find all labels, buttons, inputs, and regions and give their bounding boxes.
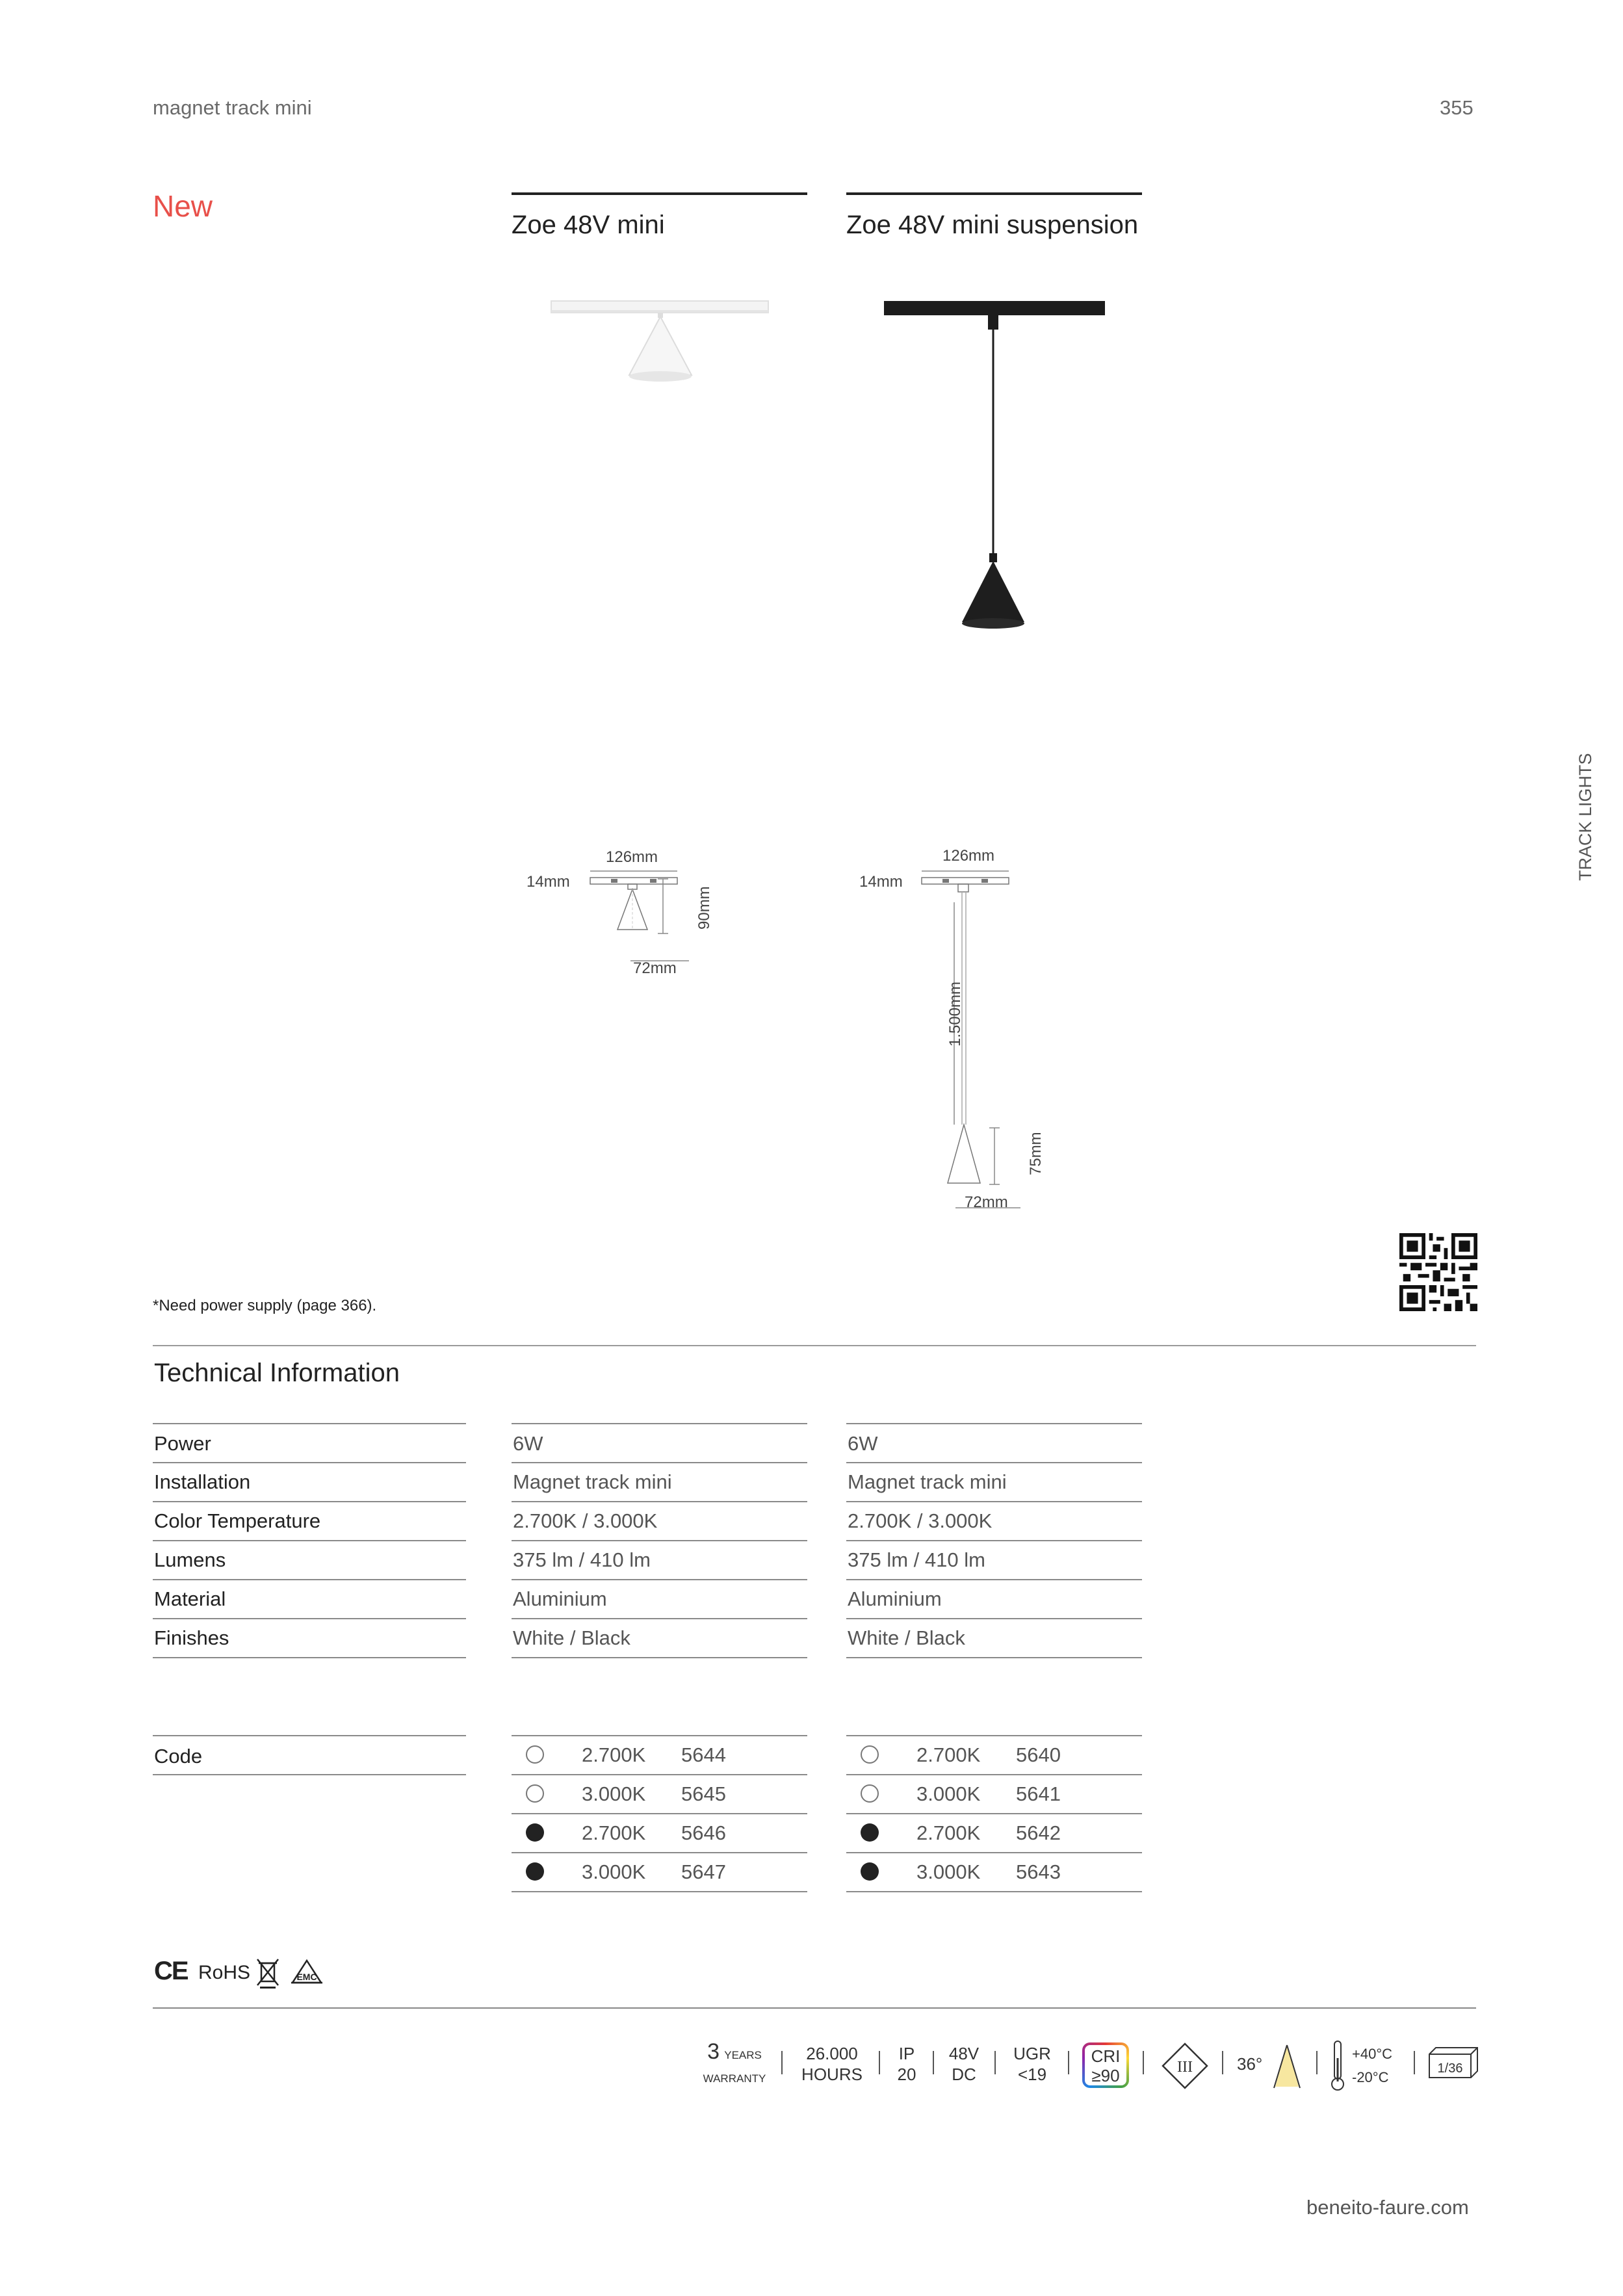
code-rule: [846, 1891, 1142, 1892]
spec-label-installation: Installation: [154, 1470, 251, 1493]
spec-value-lumens-2: 375 lm / 410 lm: [848, 1548, 985, 1571]
code-rule: [512, 1813, 807, 1814]
ugr-value: <19: [1017, 2065, 1047, 2084]
finish-white-swatch: [526, 1784, 544, 1803]
weee-bin-icon: [255, 1957, 281, 1989]
dim-diameter-1: 72mm: [633, 959, 677, 977]
spec-label-finishes: Finishes: [154, 1626, 229, 1649]
cri-label: CRI: [1091, 2046, 1121, 2066]
dim-diameter-2: 72mm: [965, 1194, 1008, 1211]
code-number: 5644: [681, 1743, 726, 1766]
emc-label: EMC: [296, 1972, 317, 1982]
code-number: 5643: [1016, 1860, 1061, 1883]
cri-value: ≥90: [1091, 2066, 1120, 2085]
ip-label: IP: [898, 2044, 915, 2063]
spec-value-finishes-2: White / Black: [848, 1626, 965, 1649]
power-supply-note: *Need power supply (page 366).: [153, 1297, 377, 1314]
spec-rule: [512, 1540, 807, 1541]
footer-divider: [153, 2007, 1476, 2009]
finish-white-swatch: [526, 1745, 544, 1764]
spec-label-color-temperature: Color Temperature: [154, 1509, 321, 1532]
finish-black-swatch: [861, 1823, 879, 1842]
spec-rule: [512, 1579, 807, 1580]
rohs-mark-icon: RoHS: [198, 1962, 251, 1983]
side-section-label: TRACK LIGHTS: [1576, 753, 1595, 881]
spec-rule: [153, 1501, 466, 1502]
dim-cable-length-2: 1.500mm: [946, 981, 964, 1047]
voltage-badge: [944, 2043, 984, 2085]
product-title-1: Zoe 48V mini: [512, 211, 665, 239]
code-temp: 3.000K: [916, 1860, 981, 1883]
code-number: 5640: [1016, 1743, 1061, 1766]
feature-separator: [1414, 2051, 1415, 2074]
spec-rule: [512, 1423, 807, 1424]
code-number: 5641: [1016, 1782, 1061, 1805]
feature-separator: [781, 2051, 783, 2074]
hours-word: HOURS: [801, 2065, 863, 2084]
spec-rule: [846, 1657, 1142, 1658]
finish-black-swatch: [526, 1862, 544, 1881]
warranty-unit: YEARS: [724, 2049, 762, 2061]
code-temp: 3.000K: [916, 1782, 981, 1805]
spec-label-material: Material: [154, 1587, 226, 1610]
beam-angle-icon: [1267, 2041, 1306, 2091]
code-rule: [512, 1891, 807, 1892]
spec-rule: [512, 1618, 807, 1619]
spec-label-power: Power: [154, 1432, 211, 1455]
temp-min: -20°C: [1352, 2069, 1389, 2085]
code-temp: 2.700K: [582, 1743, 646, 1766]
spec-value-lumens-1: 375 lm / 410 lm: [513, 1548, 651, 1571]
ip-number: 20: [897, 2065, 916, 2084]
spec-rule: [846, 1501, 1142, 1502]
code-rule: [512, 1735, 807, 1736]
page-number: 355: [1440, 96, 1474, 119]
feature-separator: [1068, 2051, 1069, 2074]
code-temp: 3.000K: [582, 1860, 646, 1883]
code-rule: [512, 1852, 807, 1853]
spec-rule: [512, 1501, 807, 1502]
section-divider: [153, 1345, 1476, 1346]
code-number: 5647: [681, 1860, 726, 1883]
title-rule-2: [846, 192, 1142, 195]
code-temp: 2.700K: [916, 1821, 981, 1844]
beam-angle-value: 36°: [1237, 2054, 1263, 2074]
finish-black-swatch: [861, 1862, 879, 1881]
code-number: 5645: [681, 1782, 726, 1805]
new-badge: New: [153, 189, 213, 223]
warranty-number: 3: [707, 2039, 720, 2064]
spec-rule: [153, 1657, 466, 1658]
voltage-value: 48V: [948, 2044, 980, 2063]
spec-rule: [153, 1618, 466, 1619]
code-rule: [846, 1852, 1142, 1853]
code-number: 5642: [1016, 1821, 1061, 1844]
feature-separator: [933, 2051, 934, 2074]
code-label: Code: [154, 1745, 203, 1768]
feature-separator: [1316, 2051, 1318, 2074]
code-temp: 2.700K: [916, 1743, 981, 1766]
dim-track-height-2: 14mm: [859, 873, 903, 891]
spec-value-finishes-1: White / Black: [513, 1626, 630, 1649]
emc-mark-icon: [289, 1958, 325, 1987]
dim-track-height-1: 14mm: [526, 873, 570, 891]
code-rule: [846, 1735, 1142, 1736]
finish-white-swatch: [861, 1784, 879, 1803]
product-image-2: [877, 296, 1118, 634]
hours-number: 26.000: [806, 2044, 858, 2063]
tech-info-title: Technical Information: [154, 1359, 400, 1387]
section-title: magnet track mini: [153, 96, 312, 119]
packaging-box-icon: [1427, 2045, 1480, 2081]
spec-rule: [512, 1462, 807, 1463]
code-rule: [512, 1774, 807, 1775]
feature-separator: [994, 2051, 996, 2074]
spec-rule: [153, 1579, 466, 1580]
feature-separator: [879, 2051, 880, 2074]
ugr-label: UGR: [1013, 2044, 1051, 2063]
spec-rule: [153, 1540, 466, 1541]
dim-width-1: 126mm: [606, 848, 658, 866]
code-rule: [846, 1813, 1142, 1814]
website-link[interactable]: beneito-faure.com: [1306, 2196, 1469, 2219]
spec-label-lumens: Lumens: [154, 1548, 226, 1571]
electrical-class-label: III: [1177, 2059, 1193, 2076]
spec-value-material-1: Aluminium: [513, 1587, 607, 1610]
code-rule: [153, 1735, 466, 1736]
voltage-type: DC: [952, 2065, 976, 2084]
hours-badge: [796, 2043, 868, 2085]
cri-badge: [1082, 2042, 1129, 2088]
spec-value-color-temperature-1: 2.700K / 3.000K: [513, 1509, 658, 1532]
temp-max: +40°C: [1352, 2046, 1393, 2062]
spec-rule: [846, 1618, 1142, 1619]
finish-black-swatch: [526, 1823, 544, 1842]
feature-separator: [1143, 2051, 1144, 2074]
ip-rating-badge: [890, 2043, 923, 2085]
product-title-2: Zoe 48V mini suspension: [846, 211, 1139, 239]
warranty-word: WARRANTY: [703, 2072, 766, 2085]
spec-rule: [153, 1462, 466, 1463]
dim-height-2: 75mm: [1027, 1132, 1045, 1175]
spec-rule: [846, 1462, 1142, 1463]
code-temp: 2.700K: [582, 1821, 646, 1844]
spec-rule: [512, 1657, 807, 1658]
spec-value-installation-2: Magnet track mini: [848, 1470, 1007, 1493]
title-rule-1: [512, 192, 807, 195]
qr-code-icon[interactable]: [1399, 1233, 1477, 1311]
spec-value-power-1: 6W: [513, 1432, 543, 1455]
operating-temperature: [1352, 2042, 1392, 2089]
dim-height-1: 90mm: [695, 886, 713, 930]
thermometer-icon: [1329, 2039, 1346, 2093]
spec-rule: [846, 1423, 1142, 1424]
electrical-class-icon: [1160, 2041, 1210, 2091]
ugr-badge: [1006, 2043, 1058, 2085]
spec-value-color-temperature-2: 2.700K / 3.000K: [848, 1509, 993, 1532]
units-per-box: 1/36: [1437, 2061, 1463, 2076]
spec-rule: [153, 1423, 466, 1424]
spec-rule: [846, 1540, 1142, 1541]
feature-separator: [1222, 2051, 1223, 2074]
spec-value-installation-1: Magnet track mini: [513, 1470, 672, 1493]
code-temp: 3.000K: [582, 1782, 646, 1805]
code-rule: [153, 1774, 466, 1775]
finish-white-swatch: [861, 1745, 879, 1764]
spec-rule: [846, 1579, 1142, 1580]
dimension-drawing-2: [916, 852, 1085, 1216]
warranty-badge: [702, 2041, 767, 2089]
code-number: 5646: [681, 1821, 726, 1844]
spec-value-power-2: 6W: [848, 1432, 878, 1455]
product-image-1: [546, 296, 773, 393]
dim-width-2: 126mm: [942, 847, 995, 865]
code-rule: [846, 1774, 1142, 1775]
spec-value-material-2: Aluminium: [848, 1587, 942, 1610]
ce-mark-icon: CE: [154, 1957, 188, 1985]
